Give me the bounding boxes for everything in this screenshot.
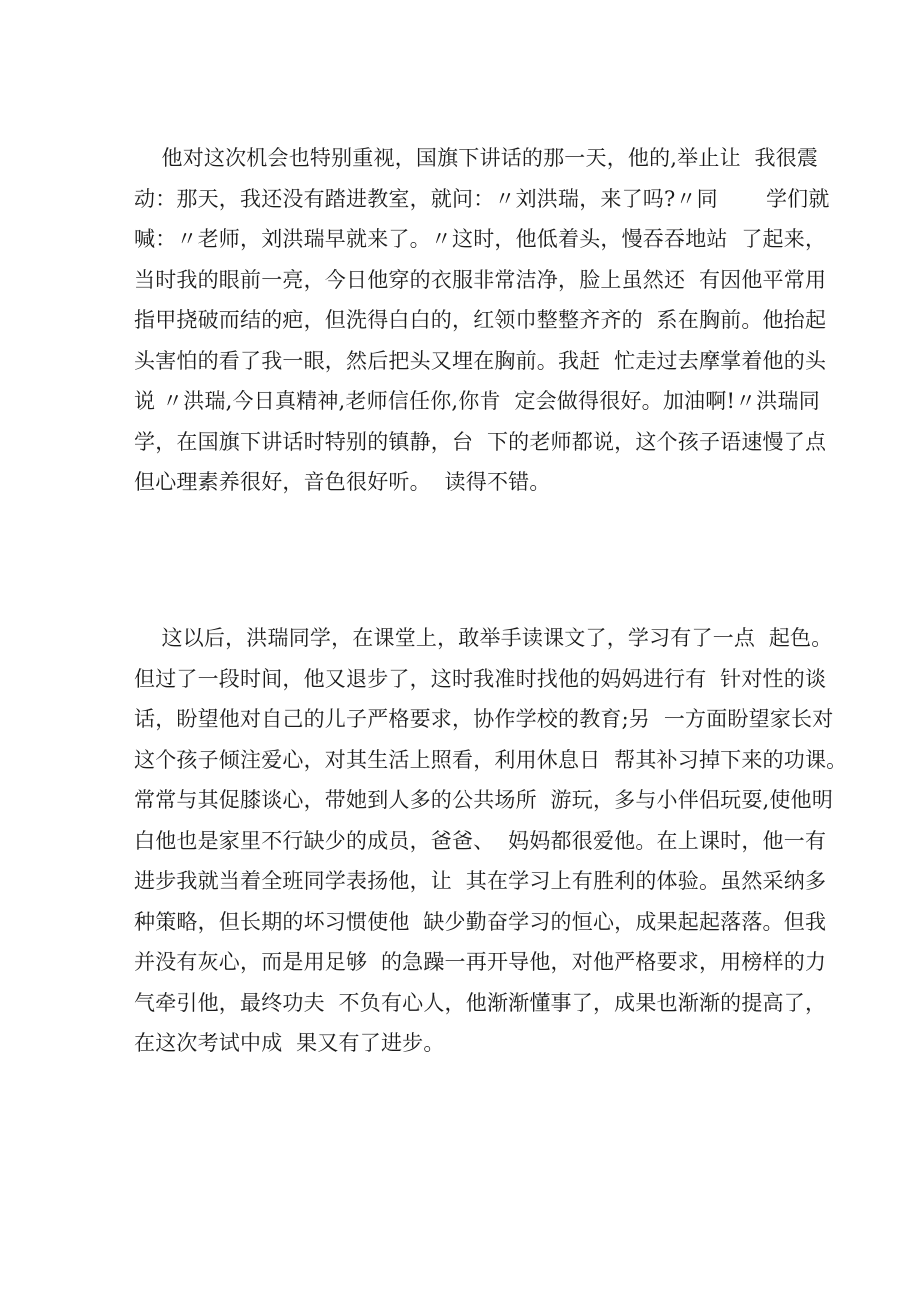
text-line: 在这次考试中成 果又有了进步。 bbox=[134, 1031, 445, 1055]
text-line: 说 〃洪瑞,今日真精神,老师信任你,你肯 定会做得很好。加油啊!〃洪瑞同 bbox=[134, 389, 820, 413]
text-line: 学，在国旗下讲话时特别的镇静，台 下的老师都说，这个孩子语速慢了点 bbox=[134, 429, 827, 454]
text-line: 指甲挠破而结的疤，但洗得白白的，红领巾整整齐齐的 系在胸前。他抬起 bbox=[134, 308, 827, 332]
text-line: 白他也是家里不行缺少的成员，爸爸、 妈妈都很爱他。在上课时，他一有 bbox=[134, 828, 827, 853]
text-line: 话，盼望他对自己的儿子严格要求，协作学校的教育;另 一方面盼望家长对 bbox=[134, 707, 834, 731]
text-line: 喊：〃老师，刘洪瑞早就来了。〃这时，他低着头，慢吞吞地站 了起来， bbox=[134, 227, 827, 251]
text-line: 但心理素养很好，音色很好听。 读得不错。 bbox=[134, 470, 551, 494]
text-line: 种策略，但长期的坏习惯使他 缺少勤奋学习的恒心，成果起起落落。但我 bbox=[134, 909, 827, 934]
paragraph-1 bbox=[134, 138, 830, 503]
text-line: 并没有灰心，而是用足够 的急躁一再开导他，对他严格要求，用榜样的力 bbox=[134, 950, 827, 974]
text-line: 但过了一段时间，他又退步了，这时我准时找他的妈妈进行有 针对性的谈 bbox=[134, 666, 827, 691]
text-line: 他对这次机会也特别重视，国旗下讲话的那一天，他的,举止让 我很震 bbox=[134, 146, 819, 170]
text-line: 这个孩子倾注爱心，对其生活上照看，利用休息日 帮其补习掉下来的功课。 bbox=[134, 747, 848, 772]
text-line: 头害怕的看了我一眼，然后把头又埋在胸前。我赶 忙走过去摩掌着他的头 bbox=[134, 348, 827, 373]
text-line: 进步我就当着全班同学表扬他，让 其在学习上有胜利的体验。虽然采纳多 bbox=[134, 869, 827, 893]
text-line: 气牵引他，最终功夫 不负有心人，他渐渐懂事了，成果也渐渐的提高了， bbox=[134, 990, 827, 1015]
text-line: 当时我的眼前一亮，今日他穿的衣服非常洁净，脸上虽然还 有因他平常用 bbox=[134, 267, 827, 292]
text-line: 动：那天，我还没有踏进教室，就问：〃刘洪瑞，来了吗?〃同 学们就 bbox=[134, 186, 830, 211]
text-line: 这以后，洪瑞同学，在课堂上，敢举手读课文了，学习有了一点 起色。 bbox=[134, 626, 833, 650]
paragraph-2 bbox=[134, 618, 848, 1064]
text-line: 常常与其促膝谈心，带她到人多的公共场所 游玩，多与小伴侣玩耍,使他明 bbox=[134, 788, 834, 812]
